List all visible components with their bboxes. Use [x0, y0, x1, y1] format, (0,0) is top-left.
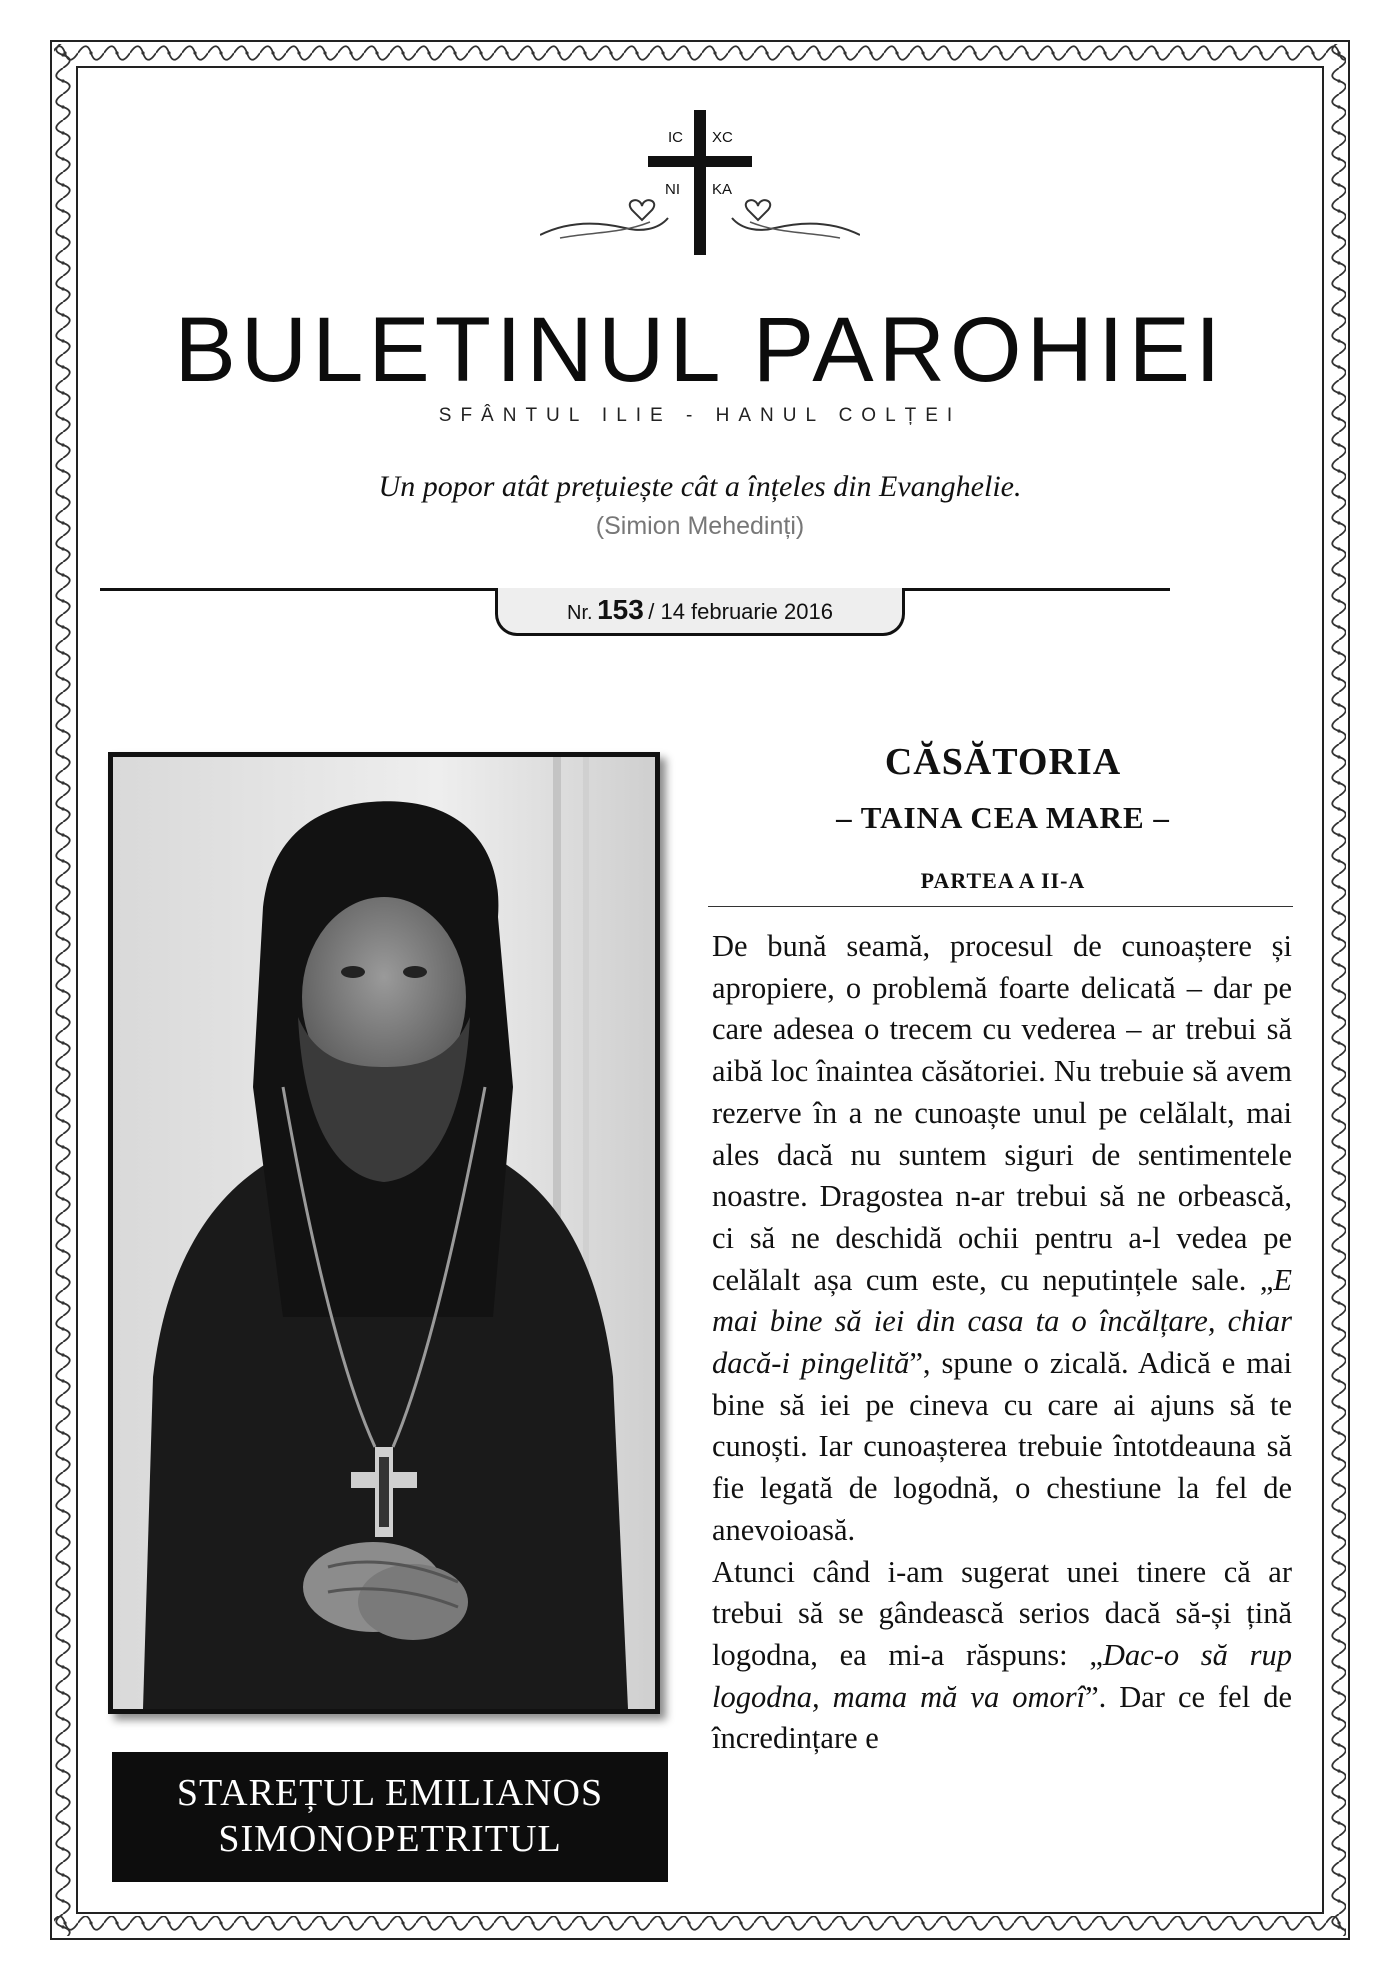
- orthodox-cross-icon: [540, 110, 860, 270]
- motto-author: (Simion Mehedinți): [595, 512, 805, 540]
- motto-quote: Un popor atât prețuiește cât a înțeles din Evanghelie.: [378, 470, 1022, 503]
- paragraph-1-text-b: ”, spune o zicală. Adică e mai bine să iei pe cineva cu care ai ajuns să te cunoști. Iar cunoașterea trebuie întotdeauna să fie legată de logodnă, o chestiune la fel de anevoioasă.: [712, 1346, 1292, 1547]
- monk-portrait-illustration: [113, 757, 655, 1709]
- article-body: [712, 926, 1292, 1760]
- paragraph-2-quote: Dac-o să rup logodna, mama mă va omorî: [712, 1637, 1292, 1714]
- article-subtitle: – TAINA CEA MARE –: [836, 800, 1170, 835]
- caption-line-1: STAREȚUL EMILIANOS: [176, 1772, 604, 1814]
- cross-letters-ka: KA: [712, 181, 733, 198]
- portrait-caption: [112, 1752, 668, 1882]
- paragraph-1-quote: E mai bine să iei din casa ta o încălțare, chiar dacă-i pingelită: [712, 1262, 1292, 1381]
- article-part-label: PARTEA A II-A: [920, 868, 1086, 893]
- article-rule: [708, 906, 1293, 907]
- cross-letters-xc: XC: [712, 129, 733, 146]
- article-title: CĂSĂTORIA: [884, 741, 1122, 783]
- masthead-subtitle: SFÂNTUL ILIE - HANUL COLȚEI: [438, 405, 962, 426]
- paragraph-2-text-b: ”. Dar ce fel de încredințare e: [712, 1679, 1292, 1756]
- paragraph-1-text-a: De bună seamă, procesul de cunoaștere și apropiere, o problemă foarte delicată – dar pe care adesea o trecem cu vederea – ar trebui să aibă loc înaintea căsătoriei. Nu trebuie să avem rezerve în a ne cunoaște unul pe celălalt, mai ales dacă nu suntem siguri de sentimentele noastre. Dragostea n-ar trebui să ne orbească, ci să ne deschidă ochii pentru a-l vedea pe celălalt așa cum este, cu neputințele sale. „: [712, 929, 1292, 1297]
- issue-date: / 14 februarie 2016: [648, 599, 833, 624]
- article-paragraph-1: [712, 926, 1292, 1552]
- paragraph-2-text-a: Atunci când i-am sugerat unei tinere că ar trebui să se gândească serios dacă să-și țină logodna, ea mi-a răspuns: „: [712, 1554, 1292, 1672]
- issue-label: Nr.: [567, 602, 593, 624]
- cross-letters-ni: NI: [665, 181, 680, 198]
- cross-letters-ic: IC: [668, 129, 683, 146]
- article-paragraph-2: [712, 1552, 1292, 1761]
- caption-line-2: SIMONOPETRITUL: [218, 1818, 562, 1860]
- masthead-title: BULETINUL PAROHIEI: [174, 299, 1226, 401]
- issue-number: 153: [597, 594, 644, 625]
- portrait-photo: [108, 752, 660, 1714]
- issue-tab: [495, 588, 905, 636]
